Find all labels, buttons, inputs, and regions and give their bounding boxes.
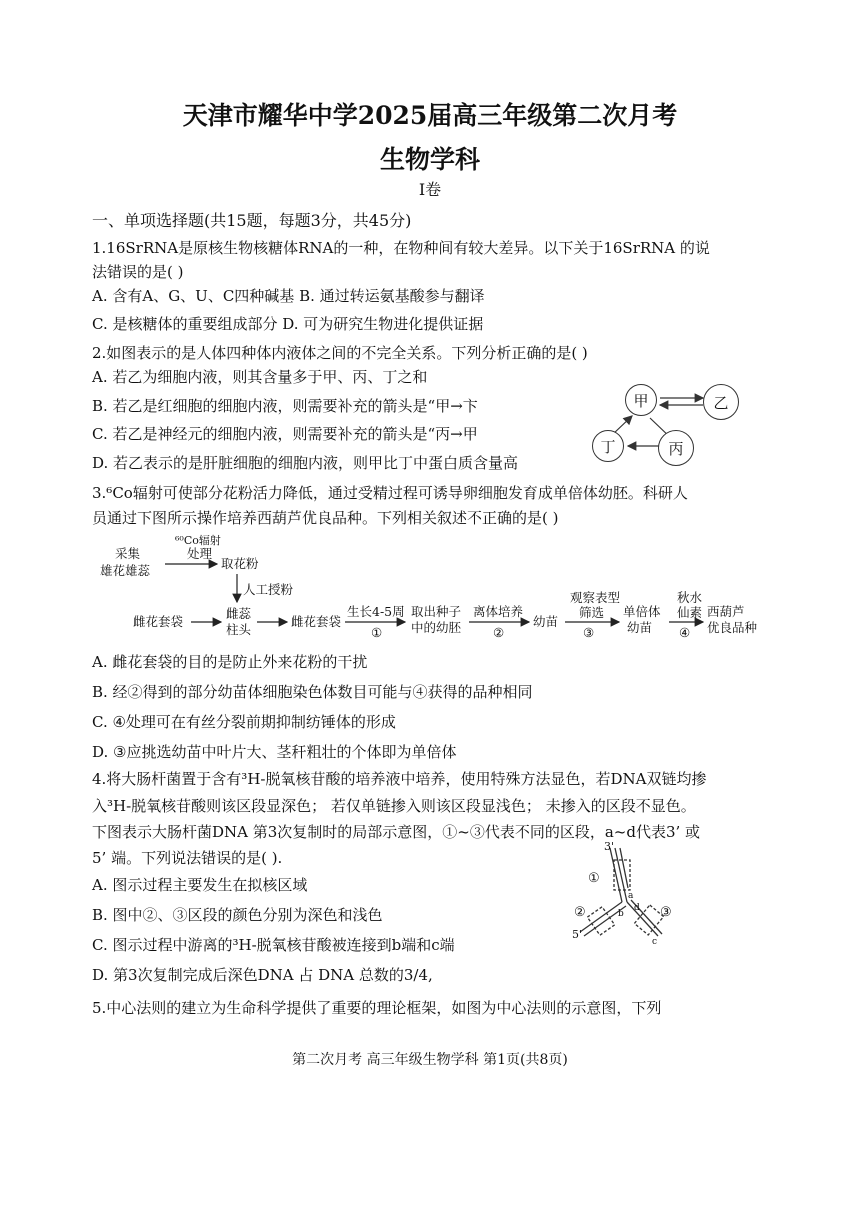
question-stem: 法错误的是( ) [92,263,184,281]
option-c: C. 若乙是神经元的细胞内液，则需要补充的箭头是“丙→甲 [92,425,478,443]
question-stem: 2.如图表示的是人体四种体内液体之间的不完全关系。下列分析正确的是( ) [92,344,588,362]
question-stem: 5’ 端。下列说法错误的是( ). [92,849,283,867]
section-heading: 一、单项选择题(共15题，每题3分，共45分) [92,211,412,230]
question-stem: 入³H-脱氧核苷酸则该区段显深色； 若仅单链掺入则该区段显浅色； 未掺入的区段不显色。 [92,797,696,815]
label-stigma: 柱头 [226,622,252,637]
end-label-c: c [652,937,658,947]
node-yi: 乙 [703,384,739,420]
end-label-d: d [634,903,640,913]
option-d: D. 若乙表示的是肝脏细胞的细胞内液，则甲比丁中蛋白质含量高 [92,454,519,472]
question-stem: 1.16SrRNA是原核生物核糖体RNA的一种，在物种间有较大差异。以下关于16SrRNA 的说 [92,239,710,257]
label-stamen: 雄花雄蕊 [100,563,151,578]
question-stem: 员通过下图所示操作培养西葫芦优良品种。下列相关叙述不正确的是( ) [92,509,559,527]
step3-number: ③ [583,625,595,640]
options-cd: C. 是核糖体的重要组成部分 D. 可为研究生物进化提供证据 [92,315,484,333]
step4-number: ④ [679,625,691,640]
label-female-bag-2: 雌花套袋 [291,614,342,629]
option-c: C. ④处理可在有丝分裂前期抑制纺锤体的形成 [92,713,396,731]
end-label-3prime: 3' [604,840,615,853]
option-b: B. 若乙是红细胞的细胞内液，则需要补充的箭头是“甲→卞 [92,397,478,415]
step4-label-a: 秋水 [677,590,703,605]
step2-label: 离体培养 [473,604,524,619]
option-d: D. 第3次复制完成后深色DNA 占 DNA 总数的3/4, [92,966,433,984]
step1-number: ① [371,625,383,640]
replication-fork-diagram [570,840,680,950]
end-label-5prime: 5' [572,928,583,941]
label-pollen: 取花粉 [221,556,259,571]
segment-2-label: ② [574,905,586,920]
node-jia: 甲 [625,384,657,416]
question-stem: 3.⁶Co辐射可使部分花粉活力降低，通过受精过程可诱导卵细胞发育成单倍体幼胚。科研人 [92,484,688,502]
subject-title: 生物学科 [379,145,480,174]
label-female-bag: 雌花套袋 [133,614,184,629]
label-haploid-seedling: 幼苗 [627,620,653,635]
end-label-b: b [618,909,624,919]
option-b: B. 图中②、③区段的颜色分别为深色和浅色 [92,906,383,924]
volume-label: Ⅰ卷 [418,180,442,199]
option-a: A. 若乙为细胞内液，则其含量多于甲、丙、丁之和 [92,368,428,386]
page-footer: 第二次月考 高三年级生物学科 第1页(共8页) [292,1052,568,1068]
question-5-stem: 5.中心法则的建立为生命科学提供了重要的理论框架，如图为中心法则的示意图，下列 [92,999,662,1017]
segment-3-label: ③ [660,905,672,920]
options-ab: A. 含有A、G、U、C四种碱基 B. 通过转运氨基酸参与翻译 [92,287,485,305]
label-squash: 西葫芦 [707,604,745,619]
question-stem: 4.将大肠杆菌置于含有³H-脱氧核苷酸的培养液中培养，使用特殊方法显色，若DNA双链均掺 [92,770,707,788]
label-co-radiation: ⁶⁰Co辐射 [175,534,221,547]
segment-1-label: ① [588,871,600,886]
option-c: C. 图示过程中游离的³H-脱氧核苷酸被连接到b端和c端 [92,936,455,954]
label-pistil: 雌蕊 [226,606,252,621]
end-label-a: a [628,891,634,901]
option-a: A. 雌花套袋的目的是防止外来花粉的干扰 [92,653,368,671]
label-seedling: 幼苗 [533,614,559,629]
breeding-flow-diagram [95,530,775,645]
question-stem: 下图表示大肠杆菌DNA 第3次复制时的局部示意图，①~③代表不同的区段，a~d代表3’ 或 [92,823,701,841]
node-ding: 丁 [592,430,624,462]
step2-number: ② [493,625,505,640]
label-pollinate: 人工授粉 [243,582,294,597]
step3-label-a: 观察表型 [570,590,621,605]
label-haploid: 单倍体 [623,604,661,619]
label-fine-variety: 优良品种 [707,620,758,635]
label-take-seed: 取出种子 [411,604,462,619]
option-b: B. 经②得到的部分幼苗体细胞染色体数目可能与④获得的品种相同 [92,683,533,701]
label-embryo: 中的幼胚 [411,620,462,635]
option-a: A. 图示过程主要发生在拟核区域 [92,876,308,894]
label-collect: 采集 [115,546,141,561]
node-bing: 丙 [658,430,694,466]
step1-label: 生长4-5周 [347,604,405,619]
step4-label-b: 仙素 [677,605,703,620]
option-d: D. ③应挑选幼苗中叶片大、茎秆粗壮的个体即为单倍体 [92,743,457,761]
exam-title: 天津市耀华中学2025届高三年级第二次月考 [182,101,678,130]
label-treatment: 处理 [187,546,213,561]
step3-label-b: 筛选 [579,605,605,620]
